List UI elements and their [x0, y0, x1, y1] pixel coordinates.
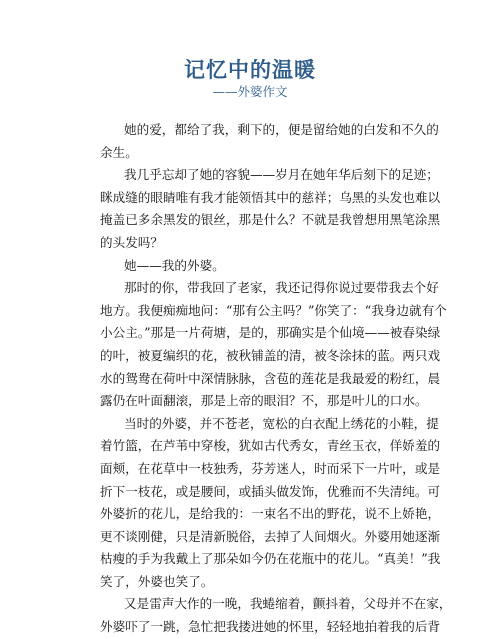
text-line: 外婆吓了一跳，急忙把我搂进她的怀里，轻轻地拍着我的后背: [100, 619, 441, 635]
document-subtitle: ——外婆作文: [212, 84, 288, 99]
text-line: 我几乎忘却了她的容貌——岁月在她年华后刻下的足迹；: [124, 167, 439, 183]
text-line: 眯成缝的眼睛唯有我才能领悟其中的慈祥；乌黑的头发也难以: [100, 189, 441, 205]
text-line: 又是雷声大作的一晚，我蜷缩着，颤抖着，父母并不在家，: [124, 596, 452, 612]
text-line: 掩盖已多余黑发的银丝，那是什么？不就是我曾想用黑笔涂黑: [100, 212, 441, 228]
text-line: 露仍在叶面翻滚，那是上帝的眼泪？不，那是叶儿的口水。: [100, 393, 428, 409]
text-line: 余生。: [100, 144, 138, 160]
document-title: 记忆中的温暖: [184, 58, 316, 82]
text-line: 面颊，在花草中一枝独秀，芬芳迷人，时而采下一片叶，或是: [100, 460, 441, 476]
text-line: 当时的外婆，并不苍老，宽松的白衣配上绣花的小鞋，提: [124, 415, 439, 431]
text-line: 她的爱，都给了我，剩下的，便是留给她的白发和不久的: [124, 122, 439, 137]
text-line: 小公主。”那是一片荷塘，是的，那确实是个仙境——被春染绿: [100, 325, 441, 341]
text-line: 的叶，被夏编织的花，被秋铺盖的清，被冬涂抹的蓝。两只戏: [100, 347, 441, 363]
text-line: 的头发吗？: [100, 234, 163, 250]
text-line: 枯瘦的手为我戴上了那朵如今仍在花瓶中的花儿。“真美！”我: [100, 551, 441, 567]
text-line: 更不谈刚健，只是清新脱俗，去掉了人间烟火。外婆用她逐渐: [100, 528, 441, 544]
text-line: 着竹篮，在芦苇中穿梭，犹如古代秀女，青丝玉衣，佯娇羞的: [100, 438, 441, 454]
text-line: 地方。我便痴痴地问：“那有公主吗？”你笑了：“我身边就有个: [100, 302, 447, 318]
text-line: 水的鸳鸯在荷叶中深情脉脉，含苞的莲花是我最爱的粉红，晨: [100, 370, 441, 386]
text-line: 外婆折的花儿，是给我的：一束名不出的野花，说不上娇艳，: [100, 506, 441, 522]
text-line: 折下一枝花，或是腰间，或插头做发饰，优雅而不失清纯。可: [100, 483, 441, 499]
text-line: 那时的你，带我回了老家，我还记得你说过要带我去个好: [124, 280, 439, 296]
text-line: 她——我的外婆。: [124, 257, 225, 273]
document-body: [100, 119, 452, 635]
text-line: 笑了，外婆也笑了。: [100, 573, 214, 589]
